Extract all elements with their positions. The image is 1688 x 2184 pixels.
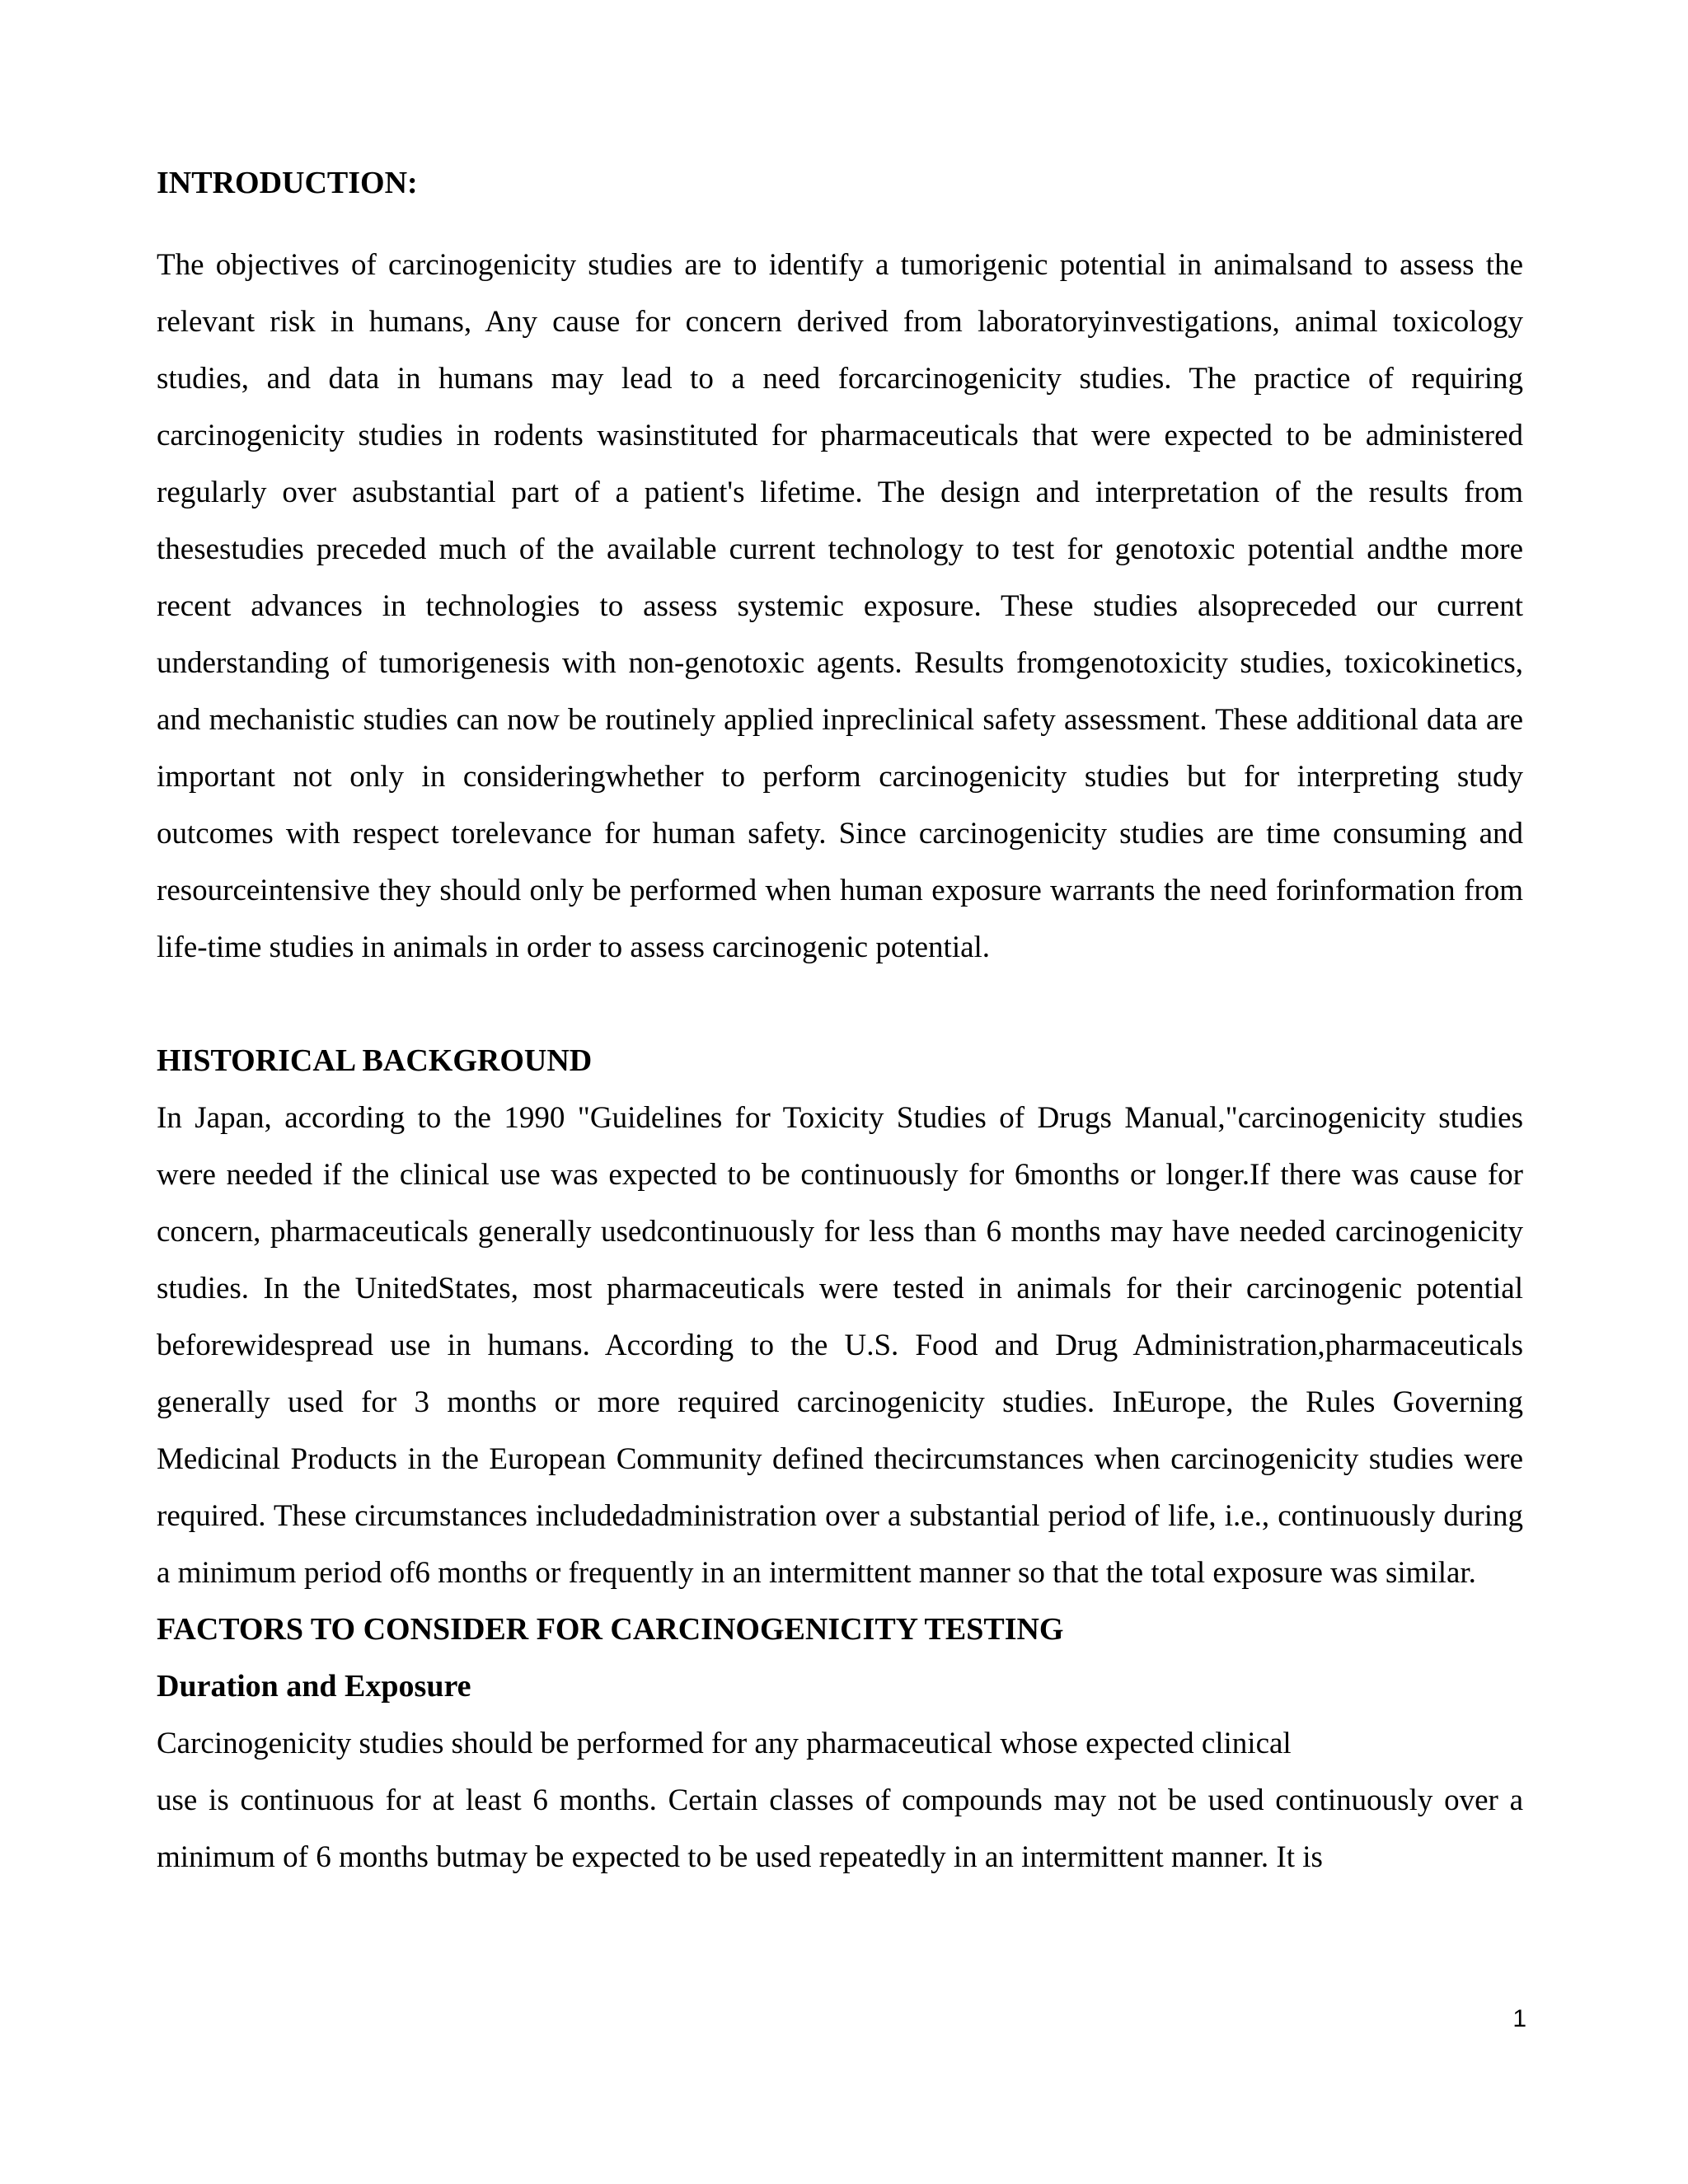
factors-heading: FACTORS TO CONSIDER FOR CARCINOGENICITY TESTING xyxy=(157,1612,1064,1647)
introduction-heading: INTRODUCTION: xyxy=(157,166,418,200)
historical-background-paragraph: In Japan, according to the 1990 "Guidelines for Toxicity Studies of Drugs Manual,"carcinogenicity studies were needed if the clinical use was expected to be continuously for 6months or longer.If there was cause for concern, pharmaceuticals generally usedcontinuously for less than 6 months may have needed carcinogenicity studies. In the UnitedStates, most pharmaceuticals were tested in animals for their carcinogenic potential beforewidespread use in humans. According to the U.S. Food and Drug Administration,pharmaceuticals generally used for 3 months or more required carcinogenicity studies. InEurope, the Rules Governing Medicinal Products in the European Community defined thecircumstances when carcinogenicity studies were required. These circumstances includedadministration over a substantial period of life, i.e., continuously during a minimum period of6 months or frequently in an intermittent manner so that the total exposure was similar. xyxy=(157,1101,1523,1590)
historical-background-heading: HISTORICAL BACKGROUND xyxy=(157,1043,593,1078)
duration-exposure-subheading: Duration and Exposure xyxy=(157,1669,471,1704)
factors-first-line: Carcinogenicity studies should be performed for any pharmaceutical whose expected clinical xyxy=(157,1727,1292,1760)
introduction-paragraph: The objectives of carcinogenicity studies are to identify a tumorigenic potential in animalsand to assess the relevant risk in humans, Any cause for concern derived from laboratoryinvestigations, animal toxicology studies, and data in humans may lead to a need forcarcinogenicity studies. The practice of requiring carcinogenicity studies in rodents wasinstituted for pharmaceuticals that were expected to be administered regularly over asubstantial part of a patient's lifetime. The design and interpretation of the results from thesestudies preceded much of the available current technology to test for genotoxic potential andthe more recent advances in technologies to assess systemic exposure. These studies alsopreceded our current understanding of tumorigenesis with non-genotoxic agents. Results fromgenotoxicity studies, toxicokinetics, and mechanistic studies can now be routinely applied inpreclinical safety assessment. These additional data are important not only in consideringwhether to perform carcinogenicity studies but for interpreting study outcomes with respect torelevance for human safety. Since carcinogenicity studies are time consuming and resourceintensive they should only be performed when human exposure warrants the need forinformation from life-time studies in animals in order to assess carcinogenic potential. xyxy=(157,248,1523,964)
page-number: 1 xyxy=(1512,2005,1526,2032)
factors-paragraph: use is continuous for at least 6 months. Certain classes of compounds may not be used continuously over a minimum of 6 months butmay be expected to be used repeatedly in an intermittent manner. It is xyxy=(157,1783,1523,1874)
document-page xyxy=(157,155,1523,1886)
section-spacer xyxy=(157,976,1523,1033)
